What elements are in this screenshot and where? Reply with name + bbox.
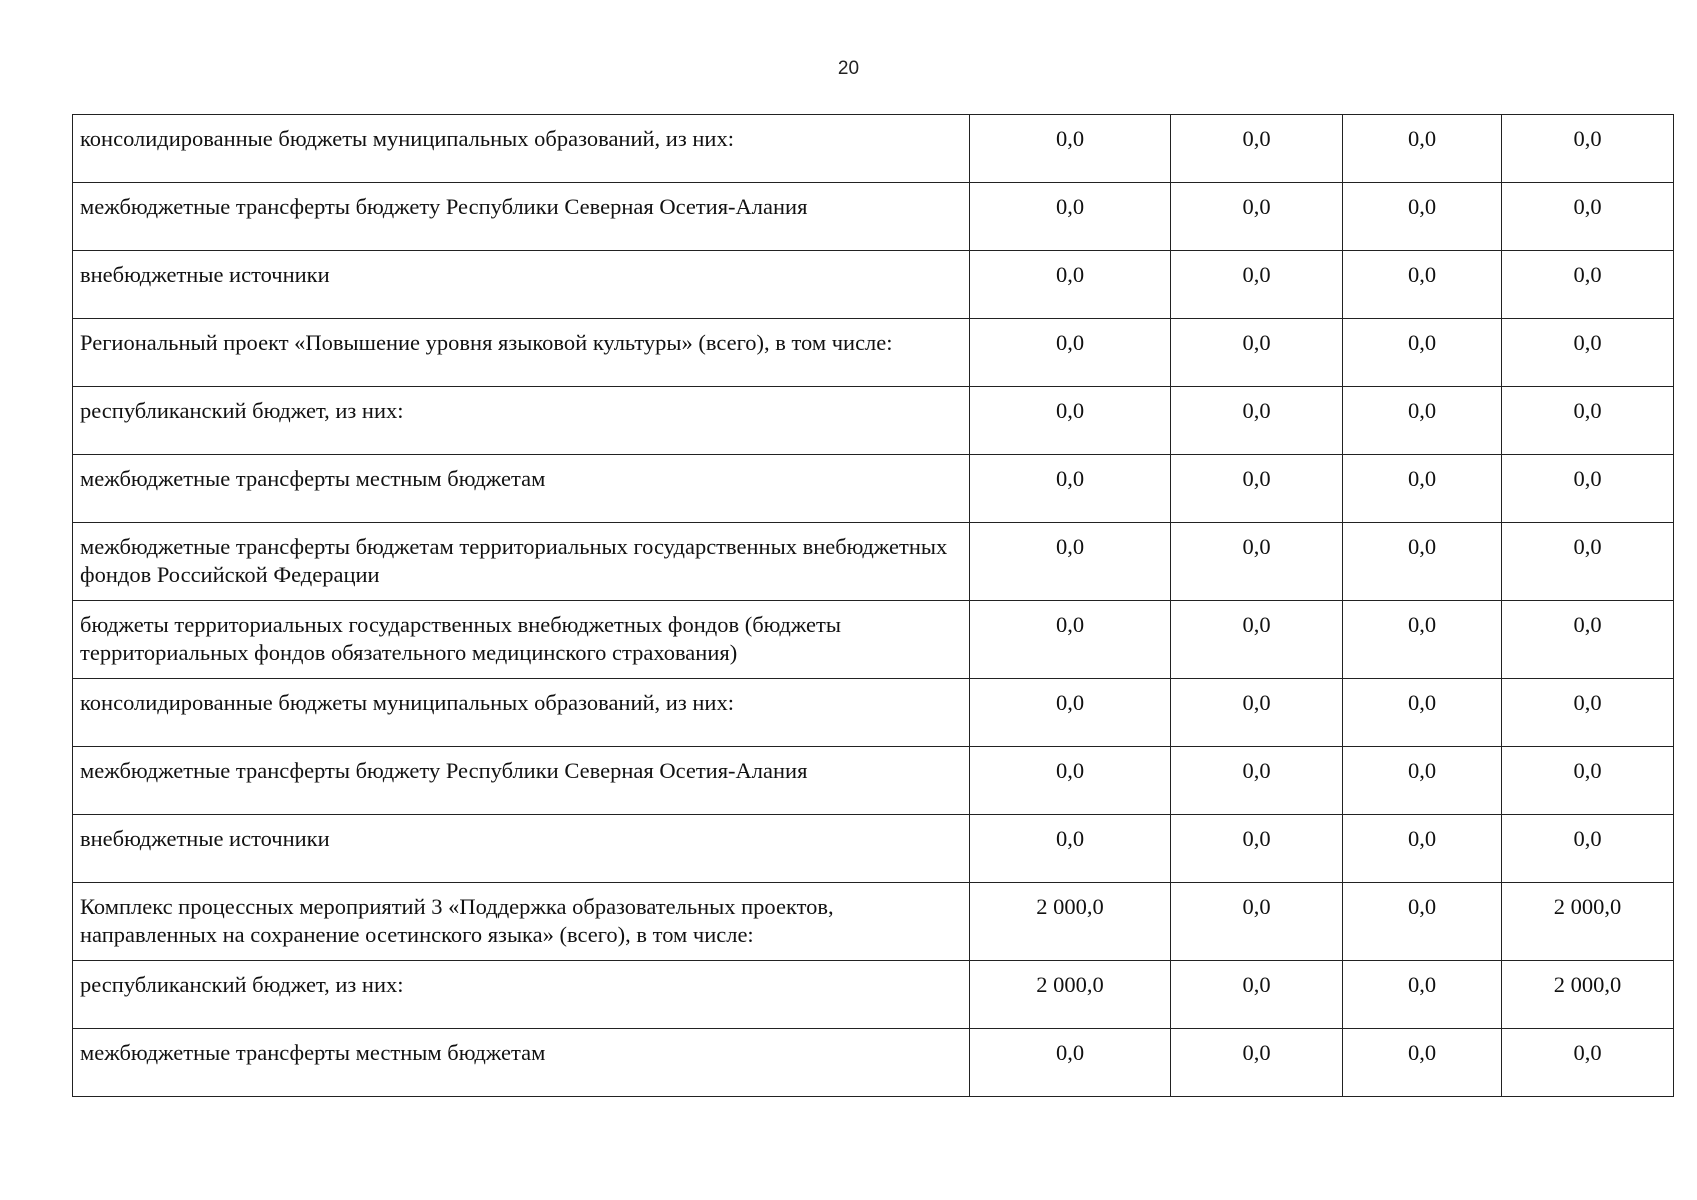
value-cell: 0,0: [1343, 115, 1502, 183]
table-row: [73, 601, 1674, 679]
row-label: внебюджетные источники: [73, 251, 970, 319]
value-cell: 0,0: [1343, 961, 1502, 1029]
row-label: Комплекс процессных мероприятий 3 «Поддержка образовательных проектов, направленных на сохранение осетинского языка» (всего), в том числе:: [73, 883, 970, 961]
row-label: республиканский бюджет, из них:: [73, 961, 970, 1029]
value-cell: 2 000,0: [970, 961, 1171, 1029]
page-number: 20: [837, 58, 860, 79]
value-cell: 0,0: [1171, 455, 1343, 523]
value-cell: 0,0: [1171, 183, 1343, 251]
value-cell: 0,0: [1502, 679, 1674, 747]
value-cell: 0,0: [1171, 747, 1343, 815]
value-cell: 0,0: [1502, 115, 1674, 183]
value-cell: 0,0: [1343, 815, 1502, 883]
table-row: [73, 251, 1674, 319]
value-cell: 0,0: [1502, 319, 1674, 387]
value-cell: 0,0: [1343, 319, 1502, 387]
value-cell: 0,0: [1343, 1029, 1502, 1097]
budget-table: [72, 114, 1674, 1097]
value-cell: 0,0: [1502, 251, 1674, 319]
value-cell: 0,0: [970, 1029, 1171, 1097]
row-label: межбюджетные трансферты бюджету Республики Северная Осетия-Алания: [73, 747, 970, 815]
value-cell: 0,0: [1502, 455, 1674, 523]
value-cell: 0,0: [970, 679, 1171, 747]
value-cell: 2 000,0: [1502, 961, 1674, 1029]
row-label: внебюджетные источники: [73, 815, 970, 883]
value-cell: 0,0: [1502, 1029, 1674, 1097]
value-cell: 2 000,0: [970, 883, 1171, 961]
value-cell: 0,0: [1343, 455, 1502, 523]
value-cell: 0,0: [970, 523, 1171, 601]
table-row: [73, 1029, 1674, 1097]
value-cell: 0,0: [1171, 679, 1343, 747]
row-label: межбюджетные трансферты местным бюджетам: [73, 455, 970, 523]
row-label: консолидированные бюджеты муниципальных образований, из них:: [73, 679, 970, 747]
value-cell: 0,0: [1502, 601, 1674, 679]
value-cell: 0,0: [1343, 387, 1502, 455]
value-cell: 0,0: [1343, 601, 1502, 679]
value-cell: 0,0: [1502, 747, 1674, 815]
table-row: [73, 961, 1674, 1029]
row-label: консолидированные бюджеты муниципальных образований, из них:: [73, 115, 970, 183]
row-label: республиканский бюджет, из них:: [73, 387, 970, 455]
value-cell: 0,0: [1171, 319, 1343, 387]
row-label: межбюджетные трансферты бюджету Республики Северная Осетия-Алания: [73, 183, 970, 251]
table-row: [73, 679, 1674, 747]
row-label: бюджеты территориальных государственных внебюджетных фондов (бюджеты территориальных фондов обязательного медицинского страхования): [73, 601, 970, 679]
value-cell: 0,0: [1502, 523, 1674, 601]
table-row: [73, 883, 1674, 961]
table-row: [73, 183, 1674, 251]
table-row: [73, 747, 1674, 815]
value-cell: 0,0: [1171, 115, 1343, 183]
table-row: [73, 455, 1674, 523]
value-cell: 0,0: [1171, 815, 1343, 883]
value-cell: 0,0: [1343, 251, 1502, 319]
value-cell: 0,0: [970, 747, 1171, 815]
value-cell: 0,0: [970, 455, 1171, 523]
value-cell: 0,0: [1502, 387, 1674, 455]
value-cell: 0,0: [970, 387, 1171, 455]
table-row: [73, 319, 1674, 387]
table-row: [73, 387, 1674, 455]
value-cell: 0,0: [1343, 183, 1502, 251]
value-cell: 0,0: [1502, 815, 1674, 883]
value-cell: 0,0: [1343, 883, 1502, 961]
value-cell: 0,0: [1171, 251, 1343, 319]
row-label: межбюджетные трансферты бюджетам территориальных государственных внебюджетных фондов Российской Федерации: [73, 523, 970, 601]
table-row: [73, 815, 1674, 883]
value-cell: 0,0: [1343, 747, 1502, 815]
value-cell: 2 000,0: [1502, 883, 1674, 961]
value-cell: 0,0: [970, 183, 1171, 251]
value-cell: 0,0: [1171, 961, 1343, 1029]
value-cell: 0,0: [1171, 601, 1343, 679]
value-cell: 0,0: [1171, 883, 1343, 961]
table-row: [73, 115, 1674, 183]
value-cell: 0,0: [1502, 183, 1674, 251]
value-cell: 0,0: [970, 251, 1171, 319]
value-cell: 0,0: [1171, 523, 1343, 601]
value-cell: 0,0: [1171, 387, 1343, 455]
value-cell: 0,0: [1171, 1029, 1343, 1097]
value-cell: 0,0: [970, 115, 1171, 183]
value-cell: 0,0: [970, 319, 1171, 387]
value-cell: 0,0: [970, 815, 1171, 883]
value-cell: 0,0: [1343, 523, 1502, 601]
value-cell: 0,0: [970, 601, 1171, 679]
value-cell: 0,0: [1343, 679, 1502, 747]
table-row: [73, 523, 1674, 601]
row-label: межбюджетные трансферты местным бюджетам: [73, 1029, 970, 1097]
row-label: Региональный проект «Повышение уровня языковой культуры» (всего), в том числе:: [73, 319, 970, 387]
